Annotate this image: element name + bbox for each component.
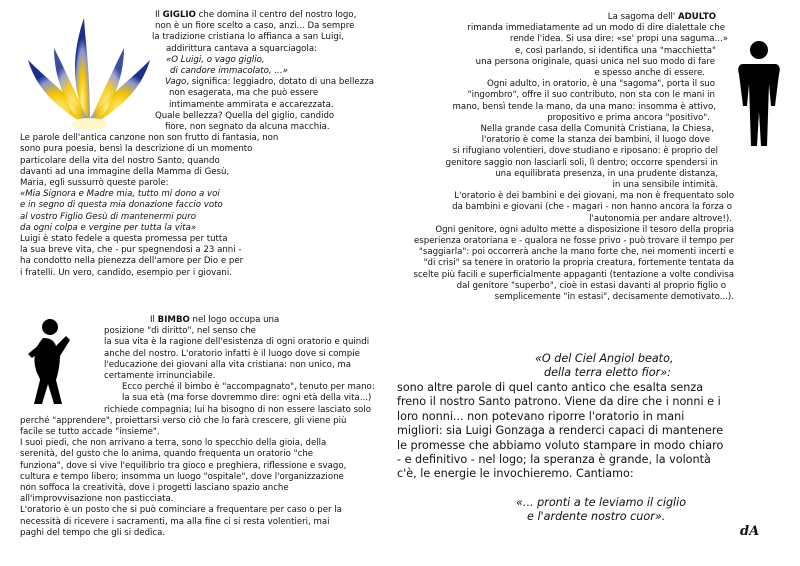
bimbo-line: Ecco perché il bimbo è "accompagnato", tenuto per mano: xyxy=(122,382,375,393)
giglio-line: la sua breve vita, che - pur spegnendosi a 23 anni - xyxy=(20,245,242,256)
adulto-line: La sagoma dell' ADULTO xyxy=(607,12,716,22)
adulto-line: esperienza oratoriana e - qualora ne fosse privo - può trovare il tempo per xyxy=(413,236,734,247)
bimbo-line: certamente irrinunciabile. xyxy=(104,371,216,382)
adulto-line: da bambini e giovani (che - magari - non hanno ancora la forza o xyxy=(452,202,732,213)
giglio-line: non esagerata, ma che può essere xyxy=(169,88,319,99)
adulto-line: una persona originale, quasi unica nel suo modo di fare xyxy=(475,56,715,67)
closing-line: - e definitivo - nel logo; la speranza è grande, la volontà xyxy=(397,453,711,467)
bimbo-line: necessità di ricevere i sacramenti, ma alla fine ci si resta volentieri, mai xyxy=(20,516,330,527)
quote-1-line: «O del Ciel Angiol beato, xyxy=(535,352,674,365)
adulto-line: Nella grande casa della Comunità Cristiana, la Chiesa, xyxy=(480,124,714,135)
quote-2 xyxy=(400,496,800,525)
quote-2-line: e l'ardente nostro cuor». xyxy=(527,510,666,524)
giglio-line: i fratelli. Un vero, candido, esempio per i giovani. xyxy=(20,267,232,278)
giglio-line: Le parole dell'antica canzone non son frutto di fantasia, non xyxy=(20,133,279,144)
giglio-line: ha condotto nella pienezza dell'amore per Dio e per xyxy=(20,256,244,267)
quote-2-line: «... pronti a te leviamo il ciglio xyxy=(516,496,687,509)
giglio-line: e in segno di questa mia donazione faccio voto xyxy=(20,200,223,211)
closing-line: loro nonni... non potevano riporre l'oratorio in mani xyxy=(397,409,685,423)
giglio-line: «Mia Signora e Madre mia, tutto mi dono a voi xyxy=(20,189,220,200)
bimbo-line: all'improvvisazione non pasticciata. xyxy=(20,494,174,505)
closing-line: migliori: sia Luigi Gonzaga a renderci capaci di mantenere xyxy=(397,424,724,438)
bimbo-line: serenità, del gusto che lo anima, quando frequenta un oratorio "che xyxy=(20,449,314,460)
bimbo-line: Il BIMBO nel logo occupa una xyxy=(150,315,280,325)
adulto-line: rende l'idea. Si usa dire: «se' propi una saguma...» xyxy=(509,34,728,45)
bimbo-line: richiede compagnia; lui ha bisogno di non essere lasciato solo xyxy=(104,404,371,415)
adulto-line: rimanda immediatamente ad un modo di dire dialettale che xyxy=(467,23,725,34)
adulto-line: mano, bensì tende la mano, da una mano: insomma è attivo, xyxy=(452,101,716,112)
signature: dA xyxy=(740,524,760,539)
bimbo-line: la sua vita è la ragione dell'esistenza di ogni oratorio e quindi xyxy=(104,337,370,348)
bimbo-line: cultura e tempo libero; insomma un luogo "ospitale", dove l'organizzazione xyxy=(20,471,344,482)
giglio-line: non è un fiore scelto a caso, anzi... Da sempre xyxy=(155,21,355,32)
adulto-line: scelte più facili e superficialmente appaganti (tentazione a volte condivisa xyxy=(413,269,734,280)
closing-paragraph xyxy=(397,381,797,482)
bimbo-line: la sua età (ma forse dovremmo dire: ogni età della vita...) xyxy=(122,393,372,404)
adulto-line: semplicemente "in estasi", decisamente demotivato...). xyxy=(494,292,734,303)
bimbo-section xyxy=(20,315,400,539)
adulto-line: Ogni adulto, in oratorio, è una "sagoma", porta il suo xyxy=(487,79,715,90)
giglio-line: davanti ad una immagine della Mamma di Gesù, xyxy=(20,166,230,177)
giglio-line: fiore, non segnato da alcuna macchia. xyxy=(165,122,330,133)
adulto-line: l'autonomia per andare altrove!). xyxy=(589,213,732,224)
adulto-line: "saggiarla": poi occorrerà anche la mano forte che, nei momenti incerti e xyxy=(418,247,734,258)
closing-line: le promesse che abbiamo voluto stampare in modo chiaro xyxy=(397,438,724,452)
closing-line: sono altre parole di quel canto antico che esalta senza xyxy=(397,381,704,394)
giglio-line: «O Luigi, o vago giglio, xyxy=(166,54,265,65)
closing-line: c'è, le energie le invochieremo. Cantiamo: xyxy=(397,467,634,481)
giglio-line: Luigi è stato fedele a questa promessa per tutta xyxy=(20,234,228,245)
giglio-line: intimamente ammirata e accarezzata. xyxy=(169,99,334,110)
giglio-line: Vago, significa: leggiadro, dotato di una bellezza xyxy=(165,77,374,88)
bimbo-line: perché "apprendere", proiettarsi verso ciò che lo farà crescere, gli viene più xyxy=(20,415,347,426)
bimbo-line: l'educazione dei giovani alla vita cristiana: non unico, ma xyxy=(104,359,352,370)
adulto-section xyxy=(400,12,800,303)
giglio-line: al vostro Figlio Gesù di mantenermi puro xyxy=(20,211,197,222)
bimbo-line: I suoi piedi, che non arrivano a terra, sono lo specchio della gioia, della xyxy=(20,438,327,449)
giglio-line: la tradizione cristiana lo affianca a san Luigi, xyxy=(152,32,344,43)
quote-1-line: della terra eletto fior»: xyxy=(544,366,671,380)
bimbo-line: paghi del tempo che gli si dedica. xyxy=(20,527,166,538)
bimbo-line: funziona", dove si vive l'equilibrio tra gioco e preghiera, riflessione e svago, xyxy=(20,460,347,471)
closing-line: freno il nostro Santo patrono. Viene da dire che i nonni e i xyxy=(397,395,721,409)
adulto-line: "ingombro", offre il suo contributo, non sta con le mani in xyxy=(467,90,715,101)
giglio-line: da ogni colpa e vergine per tutta la vita» xyxy=(20,222,197,233)
adulto-line: genitore saggio non lasciarli soli, lì dentro; occorre spendersi in xyxy=(445,157,718,168)
bimbo-line: anche del nostro. L'oratorio infatti è il luogo dove si compie xyxy=(104,348,360,359)
giglio-section xyxy=(20,10,400,279)
bimbo-line: L'oratorio è un posto che si può cominciare a frequentare per caso o per la xyxy=(20,505,342,516)
bimbo-line: facile se tutto accade "insieme". xyxy=(20,427,160,438)
adulto-line: si rifugiano volentieri, dove studiano e riposano: è proprio del xyxy=(452,146,718,157)
giglio-line: di candore immacolato, ...» xyxy=(170,66,288,77)
adulto-line: e, così parlando, si identifica una "macchietta" xyxy=(515,45,716,56)
adulto-line: dal genitore "superbo", cioè in estasi davanti al proprio figlio o xyxy=(456,280,726,291)
giglio-line: Maria, egli sussurrò queste parole: xyxy=(20,178,169,189)
adulto-line: "di crisi" sa tenere in oratorio la propria creatura, fortemente tentata da xyxy=(423,258,734,269)
bimbo-line: non soffoca la creatività, dove i progetti lasciano spazio anche xyxy=(20,483,289,494)
adulto-line: e spesso anche di essere. xyxy=(594,68,705,79)
quote-1 xyxy=(400,352,800,381)
adulto-line: una equilibrata presenza, in una prudente distanza, xyxy=(495,168,718,179)
right-page xyxy=(397,0,800,566)
adulto-line: Ogni genitore, ogni adulto mette a disposizione il tesoro della propria xyxy=(435,224,734,235)
adulto-line: L'oratorio è dei bambini e dei giovani, ma non è frequentato solo xyxy=(454,191,734,202)
giglio-line: particolare della vita del nostro Santo, quando xyxy=(20,155,220,166)
adulto-line: in una sensibile intimità. xyxy=(612,180,718,191)
giglio-line: Quale bellezza? Quella del giglio, candido xyxy=(155,110,335,121)
giglio-line: Il GIGLIO che domina il centro del nostro logo, xyxy=(155,10,357,20)
giglio-line: addirittura cantava a squarciagola: xyxy=(166,43,317,54)
adulto-line: l'oratorio è come la stanza dei bambini, il luogo dove xyxy=(481,135,710,146)
bimbo-line: posizione "di diritto", nel senso che xyxy=(104,326,256,337)
giglio-line: sono pura poesia, bensì la descrizione di un momento xyxy=(20,144,253,155)
adulto-line: propositivo e prima ancora "positivo". xyxy=(547,112,710,123)
